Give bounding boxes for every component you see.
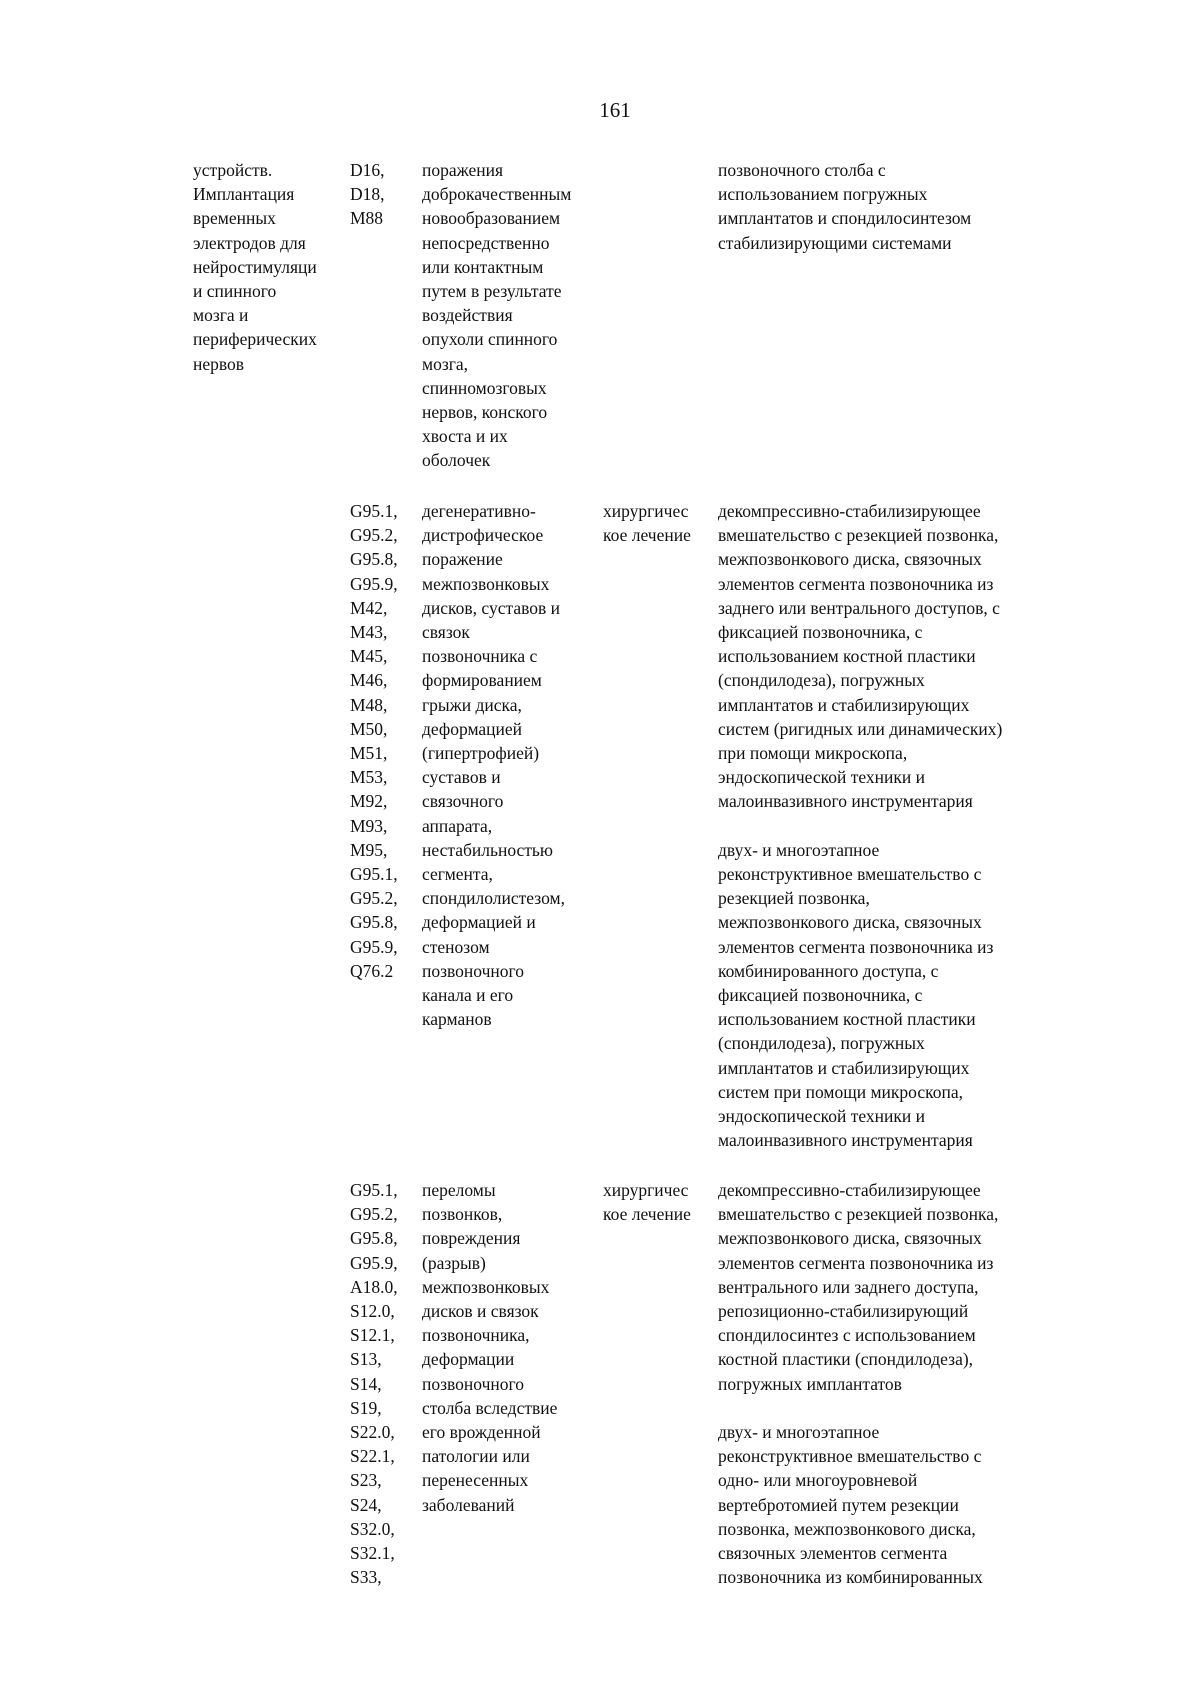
condition-cell: дегенеративно- дистрофическое поражение межпозвонковых дисков, суставов и связок позвоночника с формированием грыжи диска, деформацией (гипертрофией) суставов и связочного аппарата, нестабильностью сегмента, спондилолистезом, деформацией и стенозом позвоночного канала и его карманов bbox=[422, 501, 565, 1030]
procedure-name-cell: устройств. Имплантация временных электродов для нейростимуляци и спинного мозга и периферических нервов bbox=[193, 160, 317, 374]
condition-cell: переломы позвонков, повреждения (разрыв) межпозвонковых дисков и связок позвоночника, деформации позвоночного столба вследствие его врожденной патологии или перенесенных заболеваний bbox=[422, 1180, 558, 1515]
treatment-method-cell: позвоночного столба с использованием погружных имплантатов и спондилосинтезом стабилизирующими системами bbox=[718, 160, 972, 253]
treatment-method-cell: декомпрессивно-стабилизирующее вмешательство с резекцией позвонка, межпозвонкового диска, связочных элементов сегмента позвоночника из заднего или вентрального доступов, с фиксацией позвоночника, с использованием костной пластики (спондилодеза), погружных имплантатов и стабилизирующих систем (ригидных или динамических) при помощи микроскопа, эндоскопической техники и малоинвазивного инструментария двух- и многоэтапное реконструктивное вмешательство с резекцией позвонка, межпозвонкового диска, связочных элементов сегмента позвоночника из комбинированного доступа, с фиксацией позвоночника, с использованием костной пластики (спондилодеза), погружных имплантатов и стабилизирующих систем при помощи микроскопа, эндоскопической техники и малоинвазивного инструментария bbox=[718, 501, 1003, 1151]
condition-cell: поражения доброкачественным новообразованием непосредственно или контактным путем в результате воздействия опухоли спинного мозга, спинномозговых нервов, конского хвоста и их оболочек bbox=[422, 160, 572, 471]
treatment-type-cell: хирургичес кое лечение bbox=[603, 1180, 691, 1225]
icd-codes-cell: D16, D18, M88 bbox=[350, 160, 385, 229]
icd-codes-cell: G95.1, G95.2, G95.8, G95.9, M42, M43, M45, M46, M48, M50, M51, M53, M92, M93, M95, G95.1, G95.2, G95.8, G95.9, Q76.2 bbox=[350, 501, 398, 981]
treatment-method-cell: декомпрессивно-стабилизирующее вмешательство с резекцией позвонка, межпозвонкового диска, связочных элементов сегмента позвоночника из вентрального или заднего доступа, репозиционно-стабилизирующий спондилосинтез с использованием костной пластики (спондилодеза), погружных имплантатов двух- и многоэтапное реконструктивное вмешательство с одно- или многоуровневой вертебротомией путем резекции позвонка, межпозвонкового диска, связочных элементов сегмента позвоночника из комбинированных bbox=[718, 1180, 999, 1588]
page-number: 161 bbox=[599, 98, 631, 122]
treatment-type-cell: хирургичес кое лечение bbox=[603, 501, 691, 546]
icd-codes-cell: G95.1, G95.2, G95.8, G95.9, A18.0, S12.0, S12.1, S13, S14, S19, S22.0, S22.1, S23, S24, S32.0, S32.1, S33, bbox=[350, 1180, 398, 1588]
